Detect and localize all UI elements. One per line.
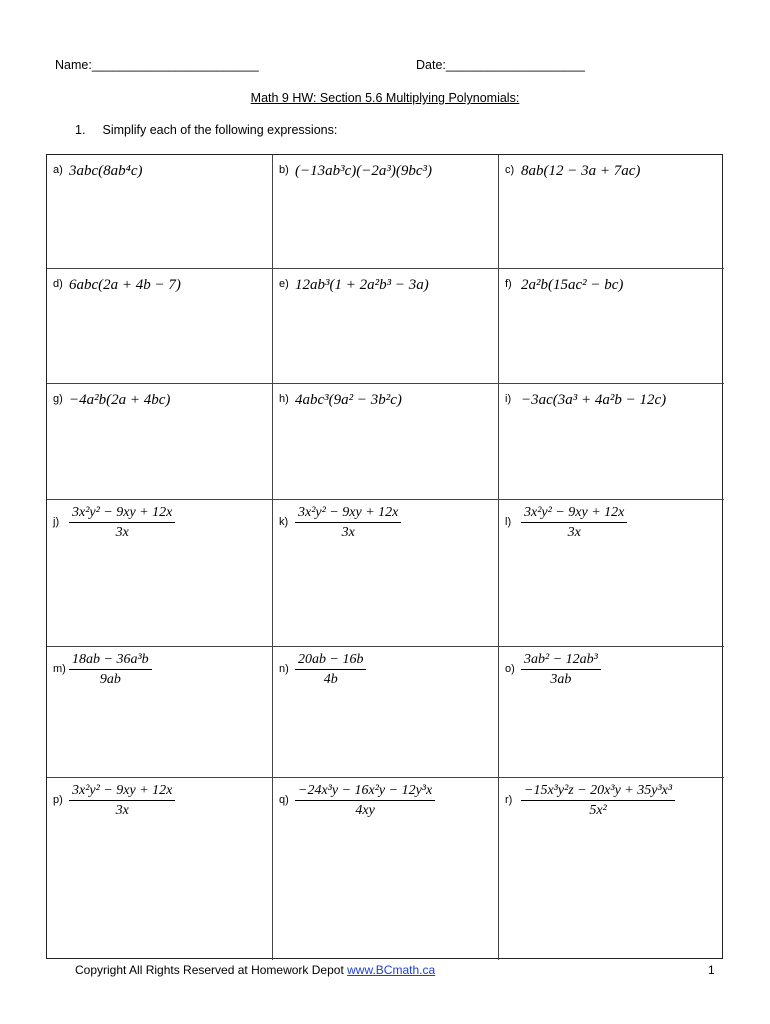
fraction-numerator: −24x³y − 16x²y − 12y³x: [295, 783, 435, 801]
fraction-numerator: −15x³y²z − 20x³y + 35y³x³: [521, 783, 675, 801]
problem-label: i): [505, 393, 512, 405]
fraction-denominator: 4b: [323, 672, 338, 687]
fraction: [295, 505, 401, 541]
fraction-denominator: 3x: [341, 525, 355, 540]
problem-cell[interactable]: [47, 647, 273, 778]
problem-cell[interactable]: [47, 384, 273, 500]
page-number: 1: [708, 963, 715, 977]
problem-cell[interactable]: [47, 155, 273, 269]
fraction-denominator: 3x: [115, 803, 129, 818]
problem-cell[interactable]: [47, 778, 273, 960]
problem-cell[interactable]: [499, 384, 724, 500]
problem-label: p): [53, 794, 63, 806]
fraction: [295, 783, 435, 819]
problem-label: q): [279, 794, 289, 806]
fraction-numerator: 3ab² − 12ab³: [521, 652, 601, 670]
problem-label: o): [505, 663, 515, 675]
problem-label: j): [53, 516, 60, 528]
problem-label: d): [53, 278, 63, 290]
instruction: [75, 123, 337, 137]
fraction-denominator: 3ab: [550, 672, 572, 687]
fraction-denominator: 9ab: [99, 672, 121, 687]
problem-cell[interactable]: [273, 647, 499, 778]
website-link[interactable]: www.BCmath.ca: [347, 963, 436, 977]
problem-cell[interactable]: [273, 269, 499, 384]
fraction: [521, 505, 627, 541]
problem-expression: 6abc(2a + 4b − 7): [69, 277, 181, 293]
fraction-denominator: 3x: [567, 525, 581, 540]
problem-cell[interactable]: [47, 500, 273, 647]
problem-label: f): [505, 278, 512, 290]
problem-cell[interactable]: [273, 384, 499, 500]
problem-label: k): [279, 516, 289, 528]
instruction-number: 1.: [75, 123, 86, 137]
page-title: Math 9 HW: Section 5.6 Multiplying Polynomials:: [250, 91, 520, 105]
fraction: [295, 652, 366, 688]
problem-cell[interactable]: [499, 500, 724, 647]
problem-label: e): [279, 278, 289, 290]
fraction-numerator: 18ab − 36a³b: [69, 652, 152, 670]
fraction-numerator: 20ab − 16b: [295, 652, 366, 670]
problem-cell[interactable]: [47, 269, 273, 384]
fraction: [521, 652, 601, 688]
fraction-numerator: 3x²y² − 9xy + 12x: [521, 505, 627, 523]
instruction-text: Simplify each of the following expressions:: [102, 123, 338, 137]
problem-grid: [46, 154, 723, 959]
problem-label: h): [279, 393, 289, 405]
fraction-denominator: 4xy: [355, 803, 375, 818]
footer: [75, 963, 435, 977]
problem-cell[interactable]: [273, 778, 499, 960]
problem-expression: 4abc³(9a² − 3b²c): [295, 392, 402, 408]
problem-cell[interactable]: [499, 155, 724, 269]
problem-expression: (−13ab³c)(−2a³)(9bc³): [295, 163, 433, 179]
fraction: [69, 783, 175, 819]
fraction-numerator: 3x²y² − 9xy + 12x: [69, 505, 175, 523]
problem-label: g): [53, 393, 63, 405]
problem-cell[interactable]: [273, 500, 499, 647]
problem-expression: 2a²b(15ac² − bc): [521, 277, 624, 293]
problem-expression: −3ac(3a³ + 4a²b − 12c): [521, 392, 667, 408]
name-field[interactable]: Name:________________________: [55, 58, 259, 72]
fraction: [69, 505, 175, 541]
problem-expression: −4a²b(2a + 4bc): [69, 392, 171, 408]
fraction-numerator: 3x²y² − 9xy + 12x: [69, 783, 175, 801]
problem-label: c): [505, 164, 515, 176]
problem-cell[interactable]: [499, 778, 724, 960]
date-field[interactable]: Date:____________________: [416, 58, 585, 72]
problem-label: a): [53, 164, 63, 176]
problem-cell[interactable]: [499, 647, 724, 778]
problem-expression: 12ab³(1 + 2a²b³ − 3a): [295, 277, 429, 293]
problem-label: b): [279, 164, 289, 176]
problem-label: l): [505, 516, 512, 528]
problem-cell[interactable]: [273, 155, 499, 269]
problem-label: r): [505, 794, 513, 806]
problem-label: n): [279, 663, 289, 675]
problem-cell[interactable]: [499, 269, 724, 384]
problem-expression: 3abc(8ab⁴c): [69, 163, 143, 179]
fraction: [69, 652, 152, 688]
problem-expression: 8ab(12 − 3a + 7ac): [521, 163, 641, 179]
fraction-denominator: 5x²: [589, 803, 607, 818]
fraction-denominator: 3x: [115, 525, 129, 540]
fraction-numerator: 3x²y² − 9xy + 12x: [295, 505, 401, 523]
copyright-text: Copyright All Rights Reserved at Homework Depot: [75, 963, 348, 977]
fraction: [521, 783, 675, 819]
problem-label: m): [53, 663, 66, 675]
